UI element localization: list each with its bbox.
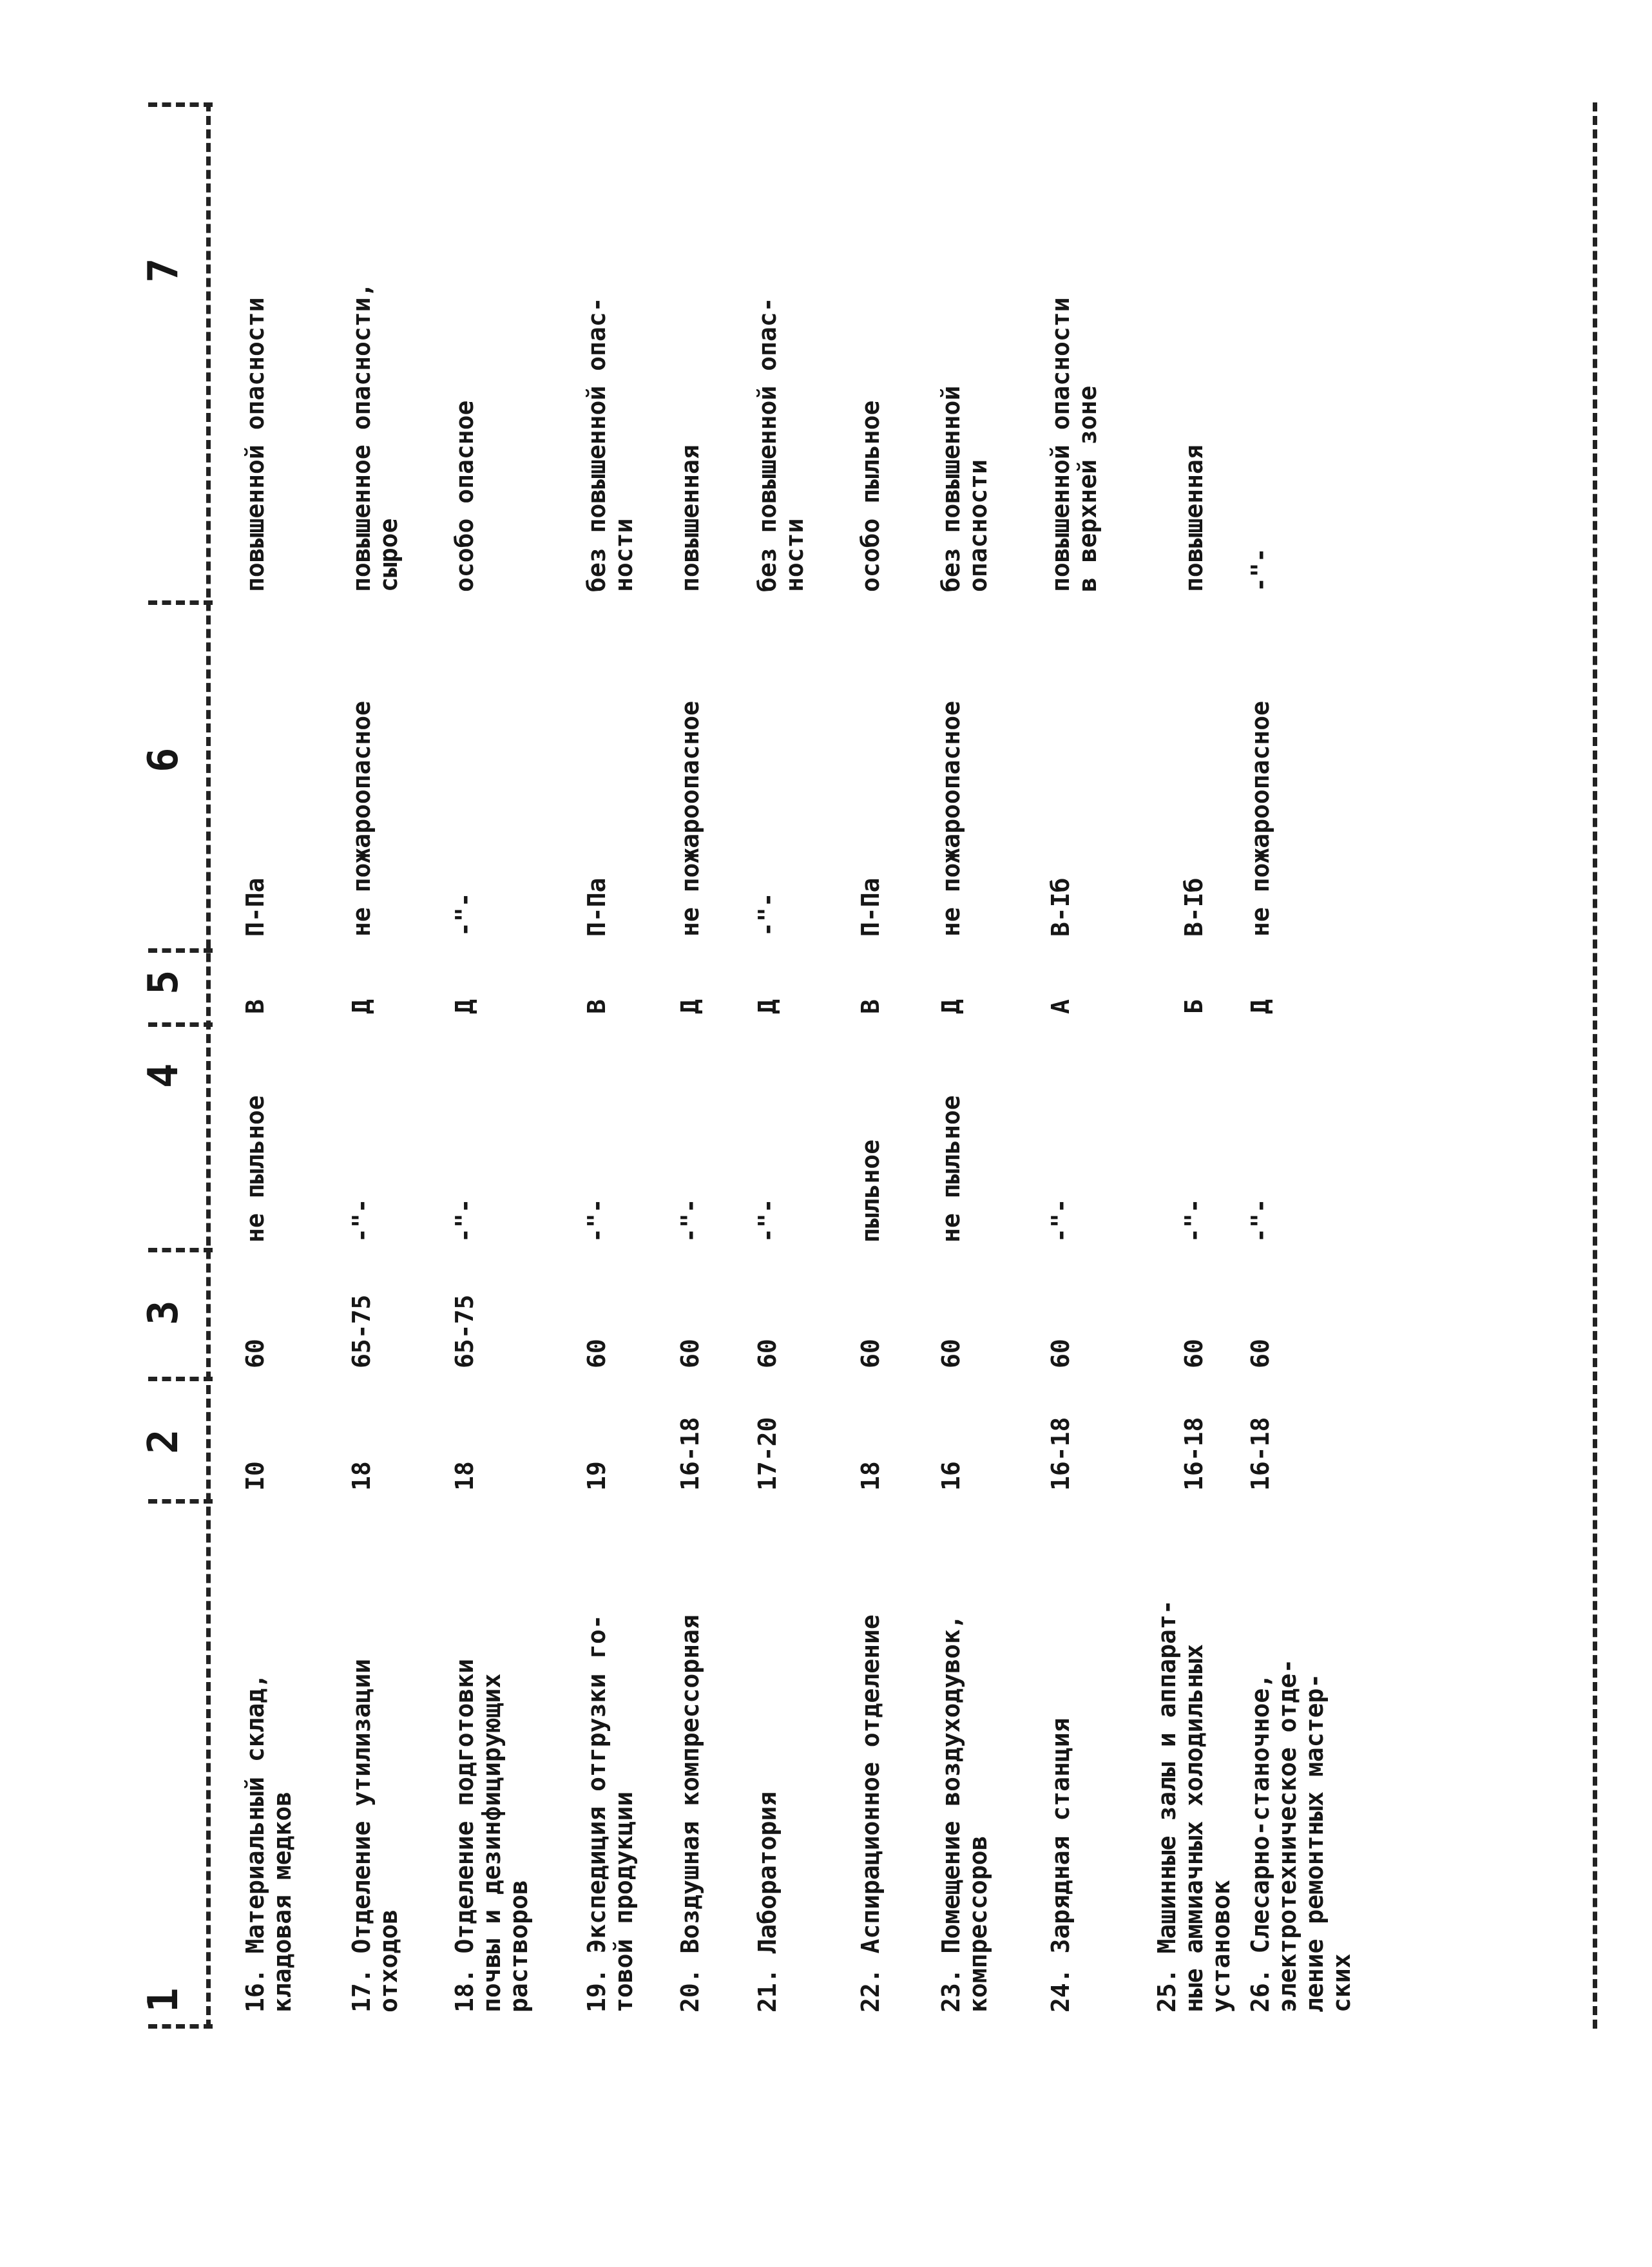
column-4-cell: пыльное — [856, 1139, 885, 1243]
column-7-cell: повышенная — [1180, 445, 1208, 592]
column-6-cell: не пожароопасное — [1246, 700, 1274, 937]
column-6-cell: П-Па — [856, 877, 885, 937]
column-3-cell: 60 — [1046, 1339, 1075, 1368]
column-4-cell: -"- — [676, 1198, 704, 1243]
room-name-cell: 25. Машинные залы и аппарат- ные аммиачных холодильных установок — [1153, 1600, 1235, 2013]
room-name-cell: 24. Зарядная станция — [1046, 1717, 1075, 2013]
column-5-cell: В — [241, 999, 269, 1014]
column-7-cell: особо пыльное — [856, 400, 885, 592]
column-4-cell: -"- — [582, 1198, 611, 1243]
column-3-cell: 60 — [1180, 1339, 1208, 1368]
column-7-cell: повышенной опасности в верхней зоне — [1046, 297, 1102, 592]
column-4-cell: -"- — [450, 1198, 479, 1243]
room-name-cell: 21. Лаборатория — [753, 1791, 782, 2013]
column-3-cell: 60 — [676, 1339, 704, 1368]
column-6-cell: -"- — [753, 892, 782, 937]
column-2-cell: I0 — [241, 1461, 269, 1491]
column-2-cell: 18 — [450, 1461, 479, 1491]
room-name-cell: 20. Воздушная компрессорная — [676, 1614, 704, 2013]
column-6-cell: не пожароопасное — [937, 700, 965, 937]
column-5-cell: А — [1046, 999, 1075, 1014]
column-7-cell: -"- — [1246, 548, 1274, 592]
column-7-cell: особо опасное — [450, 400, 479, 592]
column-6-cell: П-Па — [241, 877, 269, 937]
column-7-cell: без повышенной опас- ности — [753, 297, 809, 592]
room-name-cell: 23. Помещение воздуходувок, компрессоров — [937, 1614, 992, 2013]
column-6-cell: П-Па — [582, 877, 611, 937]
column-6-cell: -"- — [450, 892, 479, 937]
column-4-cell: -"- — [753, 1198, 782, 1243]
column-6-cell: не пожароопасное — [347, 700, 376, 937]
column-5-cell: Б — [1180, 999, 1208, 1014]
column-3-cell: 60 — [937, 1339, 965, 1368]
room-name-cell: 18. Отделение подготовки почвы и дезинфицирующих растворов — [450, 1658, 533, 2013]
column-7-cell: повышенное опасности, сырое — [347, 282, 403, 592]
column-3-cell: 60 — [582, 1339, 611, 1368]
column-2-cell: 18 — [856, 1461, 885, 1491]
column-3-cell: 65-75 — [347, 1294, 376, 1368]
right-edge-dashed-rule — [1593, 102, 1597, 2029]
column-2-cell: 16-18 — [1180, 1417, 1208, 1491]
column-5-cell: Д — [347, 999, 376, 1014]
column-4-cell: -"- — [347, 1198, 376, 1243]
column-7-cell: без повышенной опасности — [937, 385, 992, 592]
column-5-cell: Д — [1246, 999, 1274, 1014]
column-5-cell: Д — [753, 999, 782, 1014]
column-3-cell: 60 — [1246, 1339, 1274, 1368]
column-number-5: 5 — [140, 970, 187, 995]
room-name-cell: 22. Аспирационное отделение — [856, 1614, 885, 2013]
column-6-cell: В-Iб — [1046, 877, 1075, 937]
column-number-3: 3 — [140, 1300, 187, 1325]
column-7-cell: без повышенной опас- ности — [582, 297, 638, 592]
column-number-4: 4 — [140, 1063, 187, 1088]
column-3-cell: 60 — [241, 1339, 269, 1368]
column-4-cell: не пыльное — [937, 1095, 965, 1243]
room-name-cell: 16. Материальный склад, кладовая медков — [241, 1673, 296, 2013]
column-3-cell: 65-75 — [450, 1294, 479, 1368]
room-name-cell: 19. Экспедиция отгрузки го- товой продукции — [582, 1614, 638, 2013]
column-number-1: 1 — [140, 1987, 187, 2013]
column-number-2: 2 — [140, 1429, 187, 1454]
column-6-cell: не пожароопасное — [676, 700, 704, 937]
column-3-cell: 60 — [856, 1339, 885, 1368]
column-5-cell: В — [856, 999, 885, 1014]
column-7-cell: повышенной опасности — [241, 297, 269, 592]
column-6-cell: В-Iб — [1180, 877, 1208, 937]
column-3-cell: 60 — [753, 1339, 782, 1368]
column-4-cell: -"- — [1180, 1198, 1208, 1243]
column-2-cell: 18 — [347, 1461, 376, 1491]
column-number-7: 7 — [140, 258, 187, 283]
column-2-cell: 16 — [937, 1461, 965, 1491]
room-name-cell: 26. Слесарно-станочное, электротехническое отде- ление ремонтных мастер- ских — [1246, 1658, 1356, 2013]
column-2-cell: 16-18 — [1246, 1417, 1274, 1491]
room-name-cell: 17. Отделение утилизации отходов — [347, 1658, 403, 2013]
column-5-cell: Д — [937, 999, 965, 1014]
column-4-cell: -"- — [1246, 1198, 1274, 1243]
column-2-cell: 17-20 — [753, 1417, 782, 1491]
column-2-cell: 16-18 — [676, 1417, 704, 1491]
column-5-cell: Д — [676, 999, 704, 1014]
column-5-cell: В — [582, 999, 611, 1014]
column-7-cell: повышенная — [676, 445, 704, 592]
column-4-cell: -"- — [1046, 1198, 1075, 1243]
column-5-cell: Д — [450, 999, 479, 1014]
column-2-cell: 16-18 — [1046, 1417, 1075, 1491]
column-number-6: 6 — [140, 747, 187, 772]
column-2-cell: 19 — [582, 1461, 611, 1491]
column-4-cell: не пыльное — [241, 1095, 269, 1243]
